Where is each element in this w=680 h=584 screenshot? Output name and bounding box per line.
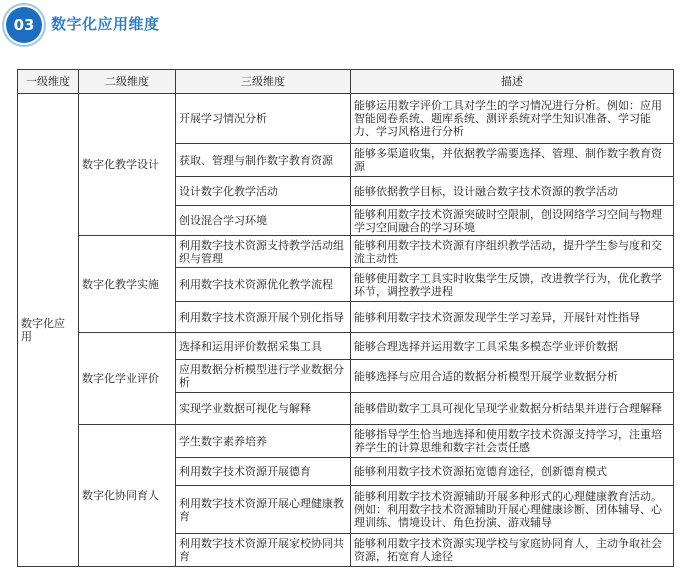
table-row bbox=[18, 333, 674, 360]
description-cell: 能够借助数字工具可视化呈现学业数据分析结果并进行合理解释 bbox=[351, 393, 674, 425]
description-cell: 能够运用数字评价工具对学生的学习情况进行分析。例如：应用智能阅卷系统、题库系统、测评系统对学生知识准备、学习能力、学习风格进行分析 bbox=[351, 94, 674, 144]
description-cell: 能够利用数字技术资源实现学校与家庭协同育人，主动争取社会资源，拓宽育人途径 bbox=[351, 534, 674, 567]
header-level3: 三级维度 bbox=[176, 70, 351, 94]
level3-cell: 实现学业数据可视化与解释 bbox=[176, 393, 351, 425]
description-cell: 能够使用数字工具实时收集学生反馈，改进教学行为，优化教学环节，调控教学进程 bbox=[351, 268, 674, 302]
level3-cell: 选择和运用评价数据采集工具 bbox=[176, 333, 351, 360]
level1-cell: 数字化应用 bbox=[18, 94, 79, 567]
description-cell: 能够合理选择并运用数字工具采集多模态学业评价数据 bbox=[351, 333, 674, 360]
level3-cell: 利用数字技术资源支持教学活动组织与管理 bbox=[176, 236, 351, 268]
level3-cell: 学生数字素养培养 bbox=[176, 425, 351, 458]
section-number-badge: 03 bbox=[6, 7, 42, 43]
description-cell: 能够选择与应用合适的数据分析模型开展学业数据分析 bbox=[351, 360, 674, 393]
table-row bbox=[18, 94, 674, 144]
table-header-row bbox=[18, 70, 674, 94]
description-cell: 能够多渠道收集，并依据教学需要选择、管理、制作数字教育资源 bbox=[351, 144, 674, 177]
level3-cell: 设计数字化教学活动 bbox=[176, 177, 351, 206]
header-level1: 一级维度 bbox=[18, 70, 79, 94]
description-cell: 能够利用数字技术资源辅助开展多种形式的心理健康教育活动。例如：利用数字技术资源辅助开展心理健康诊断、团体辅导、心理训练、情境设计、角色扮演、游戏辅导 bbox=[351, 486, 674, 534]
level3-cell: 利用数字技术资源开展德育 bbox=[176, 458, 351, 486]
table-row bbox=[18, 236, 674, 268]
level3-cell: 应用数据分析模型进行学业数据分析 bbox=[176, 360, 351, 393]
description-cell: 能够利用数字技术资源发现学生学习差异，开展针对性指导 bbox=[351, 302, 674, 333]
level2-cell: 数字化协同育人 bbox=[79, 425, 176, 567]
section-header bbox=[0, 0, 680, 52]
header-description: 描述 bbox=[351, 70, 674, 94]
description-cell: 能够利用数字技术资源有序组织教学活动，提升学生参与度和交流主动性 bbox=[351, 236, 674, 268]
level3-cell: 利用数字技术资源开展心理健康教育 bbox=[176, 486, 351, 534]
description-cell: 能够利用数字技术资源拓宽德育途径，创新德育模式 bbox=[351, 458, 674, 486]
description-cell: 能够指导学生恰当地选择和使用数字技术资源支持学习，注重培养学生的计算思维和数字社会责任感 bbox=[351, 425, 674, 458]
dimension-table bbox=[17, 69, 674, 567]
level3-cell: 利用数字技术资源优化教学流程 bbox=[176, 268, 351, 302]
section-title: 数字化应用维度 bbox=[51, 15, 160, 33]
level2-cell: 数字化学业评价 bbox=[79, 333, 176, 425]
description-cell: 能够依据教学目标，设计融合数字技术资源的教学活动 bbox=[351, 177, 674, 206]
level3-cell: 利用数字技术资源开展个别化指导 bbox=[176, 302, 351, 333]
table-row bbox=[18, 425, 674, 458]
level2-cell: 数字化教学设计 bbox=[79, 94, 176, 236]
level3-cell: 获取、管理与制作数字教育资源 bbox=[176, 144, 351, 177]
header-level2: 二级维度 bbox=[79, 70, 176, 94]
level3-cell: 创设混合学习环境 bbox=[176, 206, 351, 236]
level3-cell: 利用数字技术资源开展家校协同共育 bbox=[176, 534, 351, 567]
description-cell: 能够利用数字技术资源突破时空限制，创设网络学习空间与物理学习空间融合的学习环境 bbox=[351, 206, 674, 236]
level3-cell: 开展学习情况分析 bbox=[176, 94, 351, 144]
level2-cell: 数字化教学实施 bbox=[79, 236, 176, 333]
